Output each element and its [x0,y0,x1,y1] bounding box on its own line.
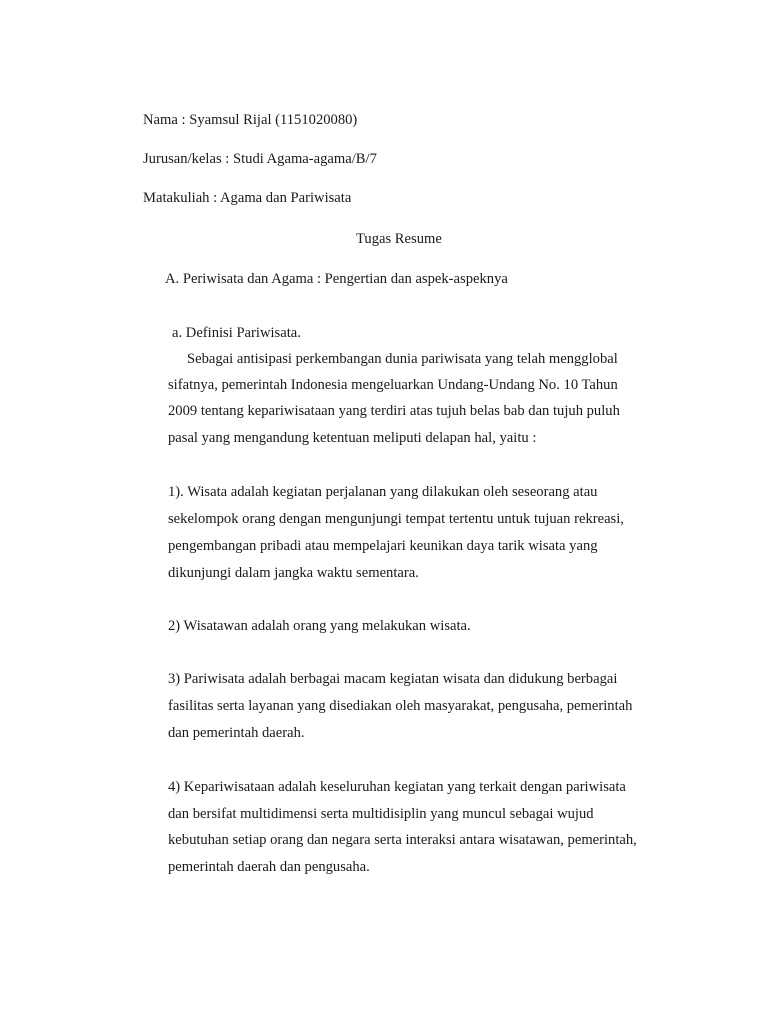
intro-paragraph-line: 2009 tentang kepariwisataan yang terdiri atas tujuh belas bab dan tujuh puluh [168,403,620,419]
list-item-3-line: 3) Pariwisata adalah berbagai macam kegiatan wisata dan didukung berbagai [168,671,618,687]
intro-paragraph-line: sifatnya, pemerintah Indonesia mengeluarkan Undang-Undang No. 10 Tahun [168,377,618,393]
list-item-1-line: dikunjungi dalam jangka waktu sementara. [168,565,419,581]
list-item-4-line: 4) Kepariwisataan adalah keseluruhan kegiatan yang terkait dengan pariwisata [168,779,626,795]
intro-paragraph-line: Sebagai antisipasi perkembangan dunia pariwisata yang telah mengglobal [187,351,618,367]
list-item-1-line: 1). Wisata adalah kegiatan perjalanan yang dilakukan oleh seseorang atau [168,484,598,500]
document-title: Tugas Resume [356,231,442,247]
list-item-4-line: dan bersifat multidimensi serta multidisiplin yang muncul sebagai wujud [168,806,594,822]
list-item-3-line: fasilitas serta layanan yang disediakan oleh masyarakat, pengusaha, pemerintah [168,698,633,714]
list-item-1-line: pengembangan pribadi atau mempelajari keunikan daya tarik wisata yang [168,538,598,554]
course-name: Matakuliah : Agama dan Pariwisata [143,190,352,206]
list-item-2-line: 2) Wisatawan adalah orang yang melakukan wisata. [168,618,471,634]
student-major-class: Jurusan/kelas : Studi Agama-agama/B/7 [143,151,377,167]
list-item-4-line: pemerintah daerah dan pengusaha. [168,859,370,875]
student-name: Nama : Syamsul Rijal (1151020080) [143,112,358,128]
intro-paragraph-line: pasal yang mengandung ketentuan meliputi delapan hal, yaitu : [168,430,537,446]
section-a-heading: A. Periwisata dan Agama : Pengertian dan aspek-aspeknya [165,271,508,287]
subsection-a-heading: a. Definisi Pariwisata. [172,325,301,341]
list-item-3-line: dan pemerintah daerah. [168,725,305,741]
list-item-1-line: sekelompok orang dengan mengunjungi tempat tertentu untuk tujuan rekreasi, [168,511,624,527]
list-item-4-line: kebutuhan setiap orang dan negara serta interaksi antara wisatawan, pemerintah, [168,832,637,848]
